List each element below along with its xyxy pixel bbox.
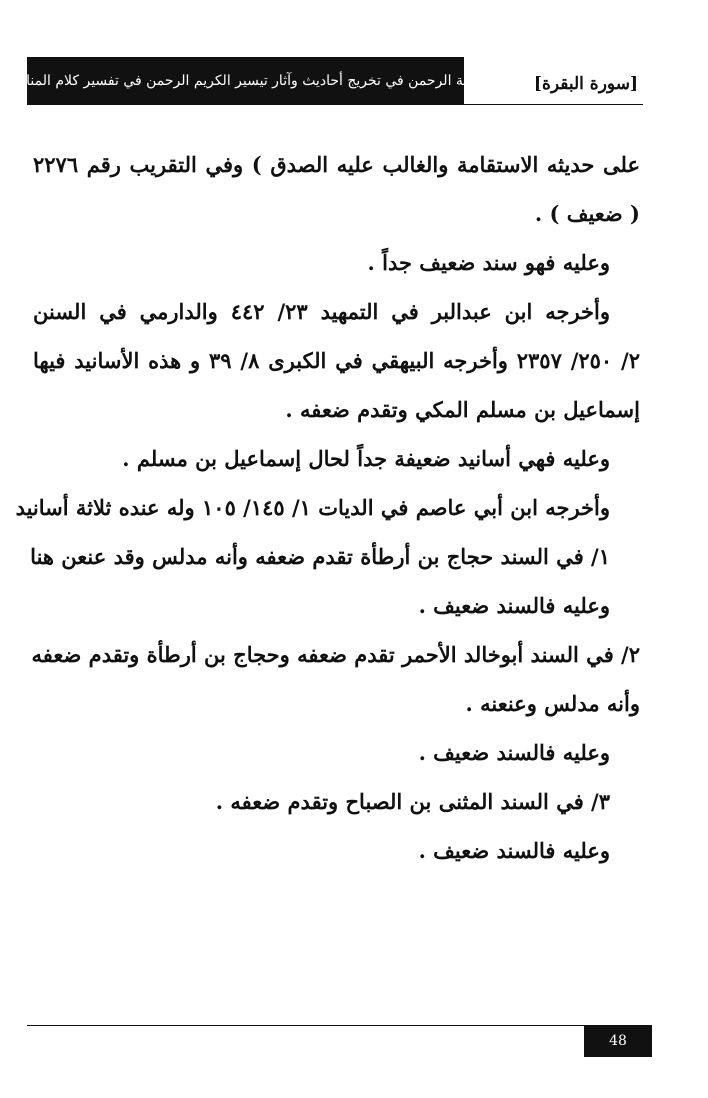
page-number-box xyxy=(584,1025,652,1057)
text-line-7: وعليه فهي أسانيد ضعيفة جداً لحال إسماعيل بن مسلم . xyxy=(122,446,610,471)
text-line-6: إسماعيل بن مسلم المكي وتقدم ضعفه . xyxy=(285,397,640,422)
text-line-5: ٢/ ٢٥٠/ ٢٣٥٧ وأخرجه البيهقي في الكبرى ٨/ ٣٩ و هذه الأسانيد فيها xyxy=(33,348,640,373)
running-header-bar xyxy=(15,57,476,104)
footer-divider xyxy=(27,1025,652,1026)
text-line-13: وعليه فالسند ضعيف . xyxy=(418,740,610,765)
text-line-12: وأنه مدلس وعنعنه . xyxy=(465,691,640,716)
page-body xyxy=(15,140,640,875)
text-line-2: ( ضعيف ) . xyxy=(534,201,640,226)
text-line-1: على حديثه الاستقامة والغالب عليه الصدق ) وفي التقريب رقم ٢٢٧٦ xyxy=(33,152,640,177)
text-line-3: وعليه فهو سند ضعيف جداً . xyxy=(367,250,610,275)
book-title: منة الرحمن في تخريج أحاديث وآثار تيسير الكريم الرحمن في تفسير كلام المنان xyxy=(15,72,476,89)
text-line-15: وعليه فالسند ضعيف . xyxy=(418,838,610,863)
surah-label: [سورة البقرة] xyxy=(533,74,638,94)
page-number: 48 xyxy=(609,1033,627,1049)
text-line-8: وأخرجه ابن أبي عاصم في الديات ١/ ١٤٥/ ١٠٥ وله عنده ثلاثة أسانيد xyxy=(15,495,610,520)
text-line-4: وأخرجه ابن عبدالبر في التمهيد ٢٣/ ٤٤٢ والدارمي في السنن xyxy=(33,299,611,324)
text-line-9: ١/ في السند حجاج بن أرطأة تقدم ضعفه وأنه مدلس وقد عنعن هنا xyxy=(30,544,610,569)
text-line-14: ٣/ في السند المثنى بن الصباح وتقدم ضعفه . xyxy=(215,789,610,814)
text-line-11: ٢/ في السند أبوخالد الأحمر تقدم ضعفه وحجاج بن أرطأة وتقدم ضعفه xyxy=(31,642,640,667)
text-line-10: وعليه فالسند ضعيف . xyxy=(418,593,610,618)
header-divider xyxy=(27,104,643,105)
